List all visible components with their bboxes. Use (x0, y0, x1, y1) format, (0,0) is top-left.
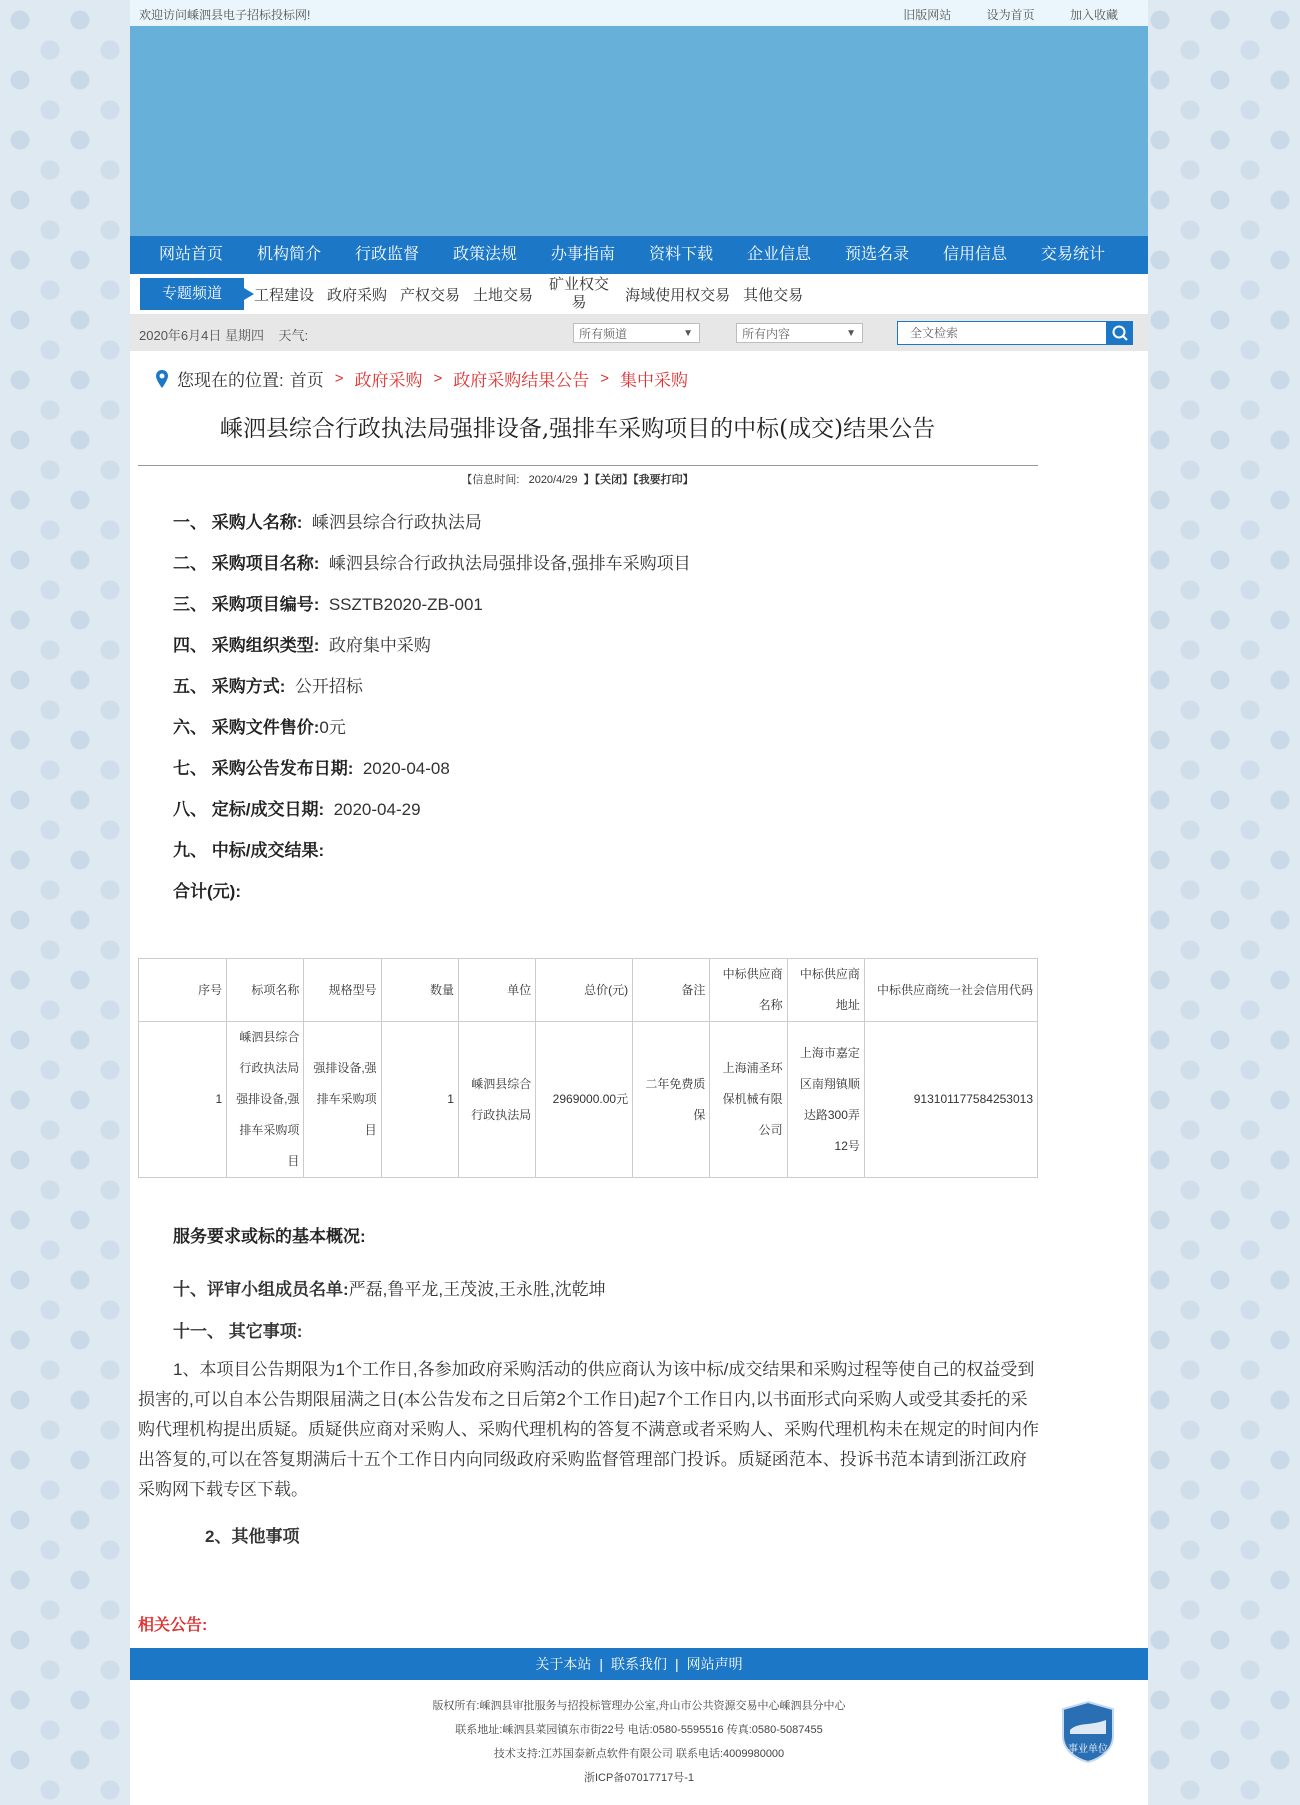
result-table (138, 958, 1038, 1178)
breadcrumb (155, 366, 688, 391)
top-bar (130, 0, 1148, 26)
footer-contact: 联系地址:嵊泗县菜园镇东市街22号 电话:0580-5595516 传真:0580-5087455 (455, 1724, 823, 1736)
search-button[interactable] (1107, 321, 1133, 345)
table-cell: 强排设备,强排车采购项目 (304, 1022, 381, 1178)
table-header: 中标供应商名称 (710, 959, 787, 1022)
location-pin-icon (155, 369, 169, 389)
nav-home[interactable]: 网站首页 (158, 246, 223, 263)
table-row (139, 1022, 1038, 1178)
add-favorite-link[interactable]: 加入收藏 (1069, 8, 1118, 22)
field-row: 三、 采购项目编号: SSZTB2020-ZB-001 (173, 595, 483, 614)
breadcrumb-procurement[interactable]: 政府采购 (354, 371, 423, 390)
subnav-sea-area[interactable]: 海域使用权交易 (625, 286, 731, 304)
nav-policy[interactable]: 政策法规 (452, 246, 517, 263)
content-select[interactable]: 所有内容 ▼ (736, 323, 863, 343)
table-header: 备注 (633, 959, 710, 1022)
table-header: 规格型号 (304, 959, 381, 1022)
old-site-link[interactable]: 旧版网站 (903, 8, 952, 22)
field-row: 八、 定标/成交日期: 2020-04-29 (173, 800, 421, 819)
table-cell: 二年免费质保 (633, 1022, 710, 1178)
nav-about[interactable]: 机构简介 (256, 246, 321, 263)
service-overview-label: 服务要求或标的基本概况: (173, 1227, 366, 1246)
chevron-right-icon: > (334, 370, 344, 387)
footer-copyright: 版权所有:嵊泗县审批服务与招投标管理办公室,舟山市公共资源交易中心嵊泗县分中心 (432, 1700, 846, 1712)
publish-date: 2020/4/29 (528, 474, 578, 486)
subnav-land[interactable]: 土地交易 (473, 286, 534, 304)
table-header: 中标供应商统一社会信用代码 (864, 959, 1037, 1022)
subnav-mining[interactable]: 矿业权交易 (549, 276, 610, 311)
nav-enterprise[interactable]: 企业信息 (746, 246, 811, 263)
channel-select[interactable]: 所有频道 ▼ (573, 323, 700, 343)
page-title: 嵊泗县综合行政执法局强排设备,强排车采购项目的中标(成交)结果公告 (219, 416, 936, 442)
divider (138, 465, 1038, 466)
table-header: 单位 (458, 959, 535, 1022)
nav-preselect[interactable]: 预选名录 (844, 246, 909, 263)
chevron-right-icon: > (433, 370, 443, 387)
field-row: 二、 采购项目名称: 嵊泗县综合行政执法局强排设备,强排车采购项目 (173, 554, 691, 573)
review-panel: 十、评审小组成员名单:严磊,鲁平龙,王茂波,王永胜,沈乾坤 (173, 1280, 606, 1299)
other-matters-heading: 十一、 其它事项: (173, 1322, 303, 1341)
article-meta: 【信息时间: 2020/4/29 】【关闭】【我要打印】 (461, 474, 694, 486)
table-cell: 上海浦圣环保机械有限公司 (710, 1022, 787, 1178)
footer-icp: 浙ICP备07017717号-1 (583, 1772, 695, 1784)
chevron-down-icon: ▼ (846, 328, 856, 339)
sub-nav (130, 274, 1148, 315)
close-print-links[interactable]: 】【关闭】【我要打印】 (583, 474, 694, 486)
header-banner (130, 26, 1148, 236)
public-institution-badge[interactable] (1060, 1700, 1116, 1764)
subnav-engineering[interactable]: 工程建设 (254, 286, 315, 304)
footer-statement-link[interactable]: 网站声明 (686, 1656, 743, 1672)
field-row: 五、 采购方式: 公开招标 (173, 677, 363, 696)
table-header: 中标供应商地址 (787, 959, 864, 1022)
set-homepage-link[interactable]: 设为首页 (986, 8, 1035, 22)
table-cell: 1 (139, 1022, 227, 1178)
sub-nav-items (254, 274, 816, 314)
field-row: 合计(元): (173, 882, 241, 901)
table-cell: 嵊泗县综合行政执法局强排设备,强排车采购项目 (227, 1022, 304, 1178)
table-cell: 嵊泗县综合行政执法局 (458, 1022, 535, 1178)
badge-shield-icon (1060, 1700, 1116, 1764)
field-row: 七、 采购公告发布日期: 2020-04-08 (173, 759, 450, 778)
breadcrumb-home[interactable]: 首页 (289, 371, 324, 390)
date-text: 2020年6月4日 星期四 天气: (139, 328, 309, 343)
field-row: 一、 采购人名称: 嵊泗县综合行政执法局 (173, 513, 482, 532)
table-cell: 1 (381, 1022, 458, 1178)
footer-info (130, 1694, 1148, 1790)
table-cell: 2969000.00元 (536, 1022, 633, 1178)
footer-nav: 关于本站 | 联系我们 | 网站声明 (130, 1648, 1148, 1680)
breadcrumb-centralized[interactable]: 集中采购 (620, 371, 689, 390)
field-row: 九、 中标/成交结果: (173, 841, 325, 860)
breadcrumb-prefix: 您现在的位置: (177, 371, 284, 390)
table-header: 总价(元) (536, 959, 633, 1022)
field-row: 六、 采购文件售价:0元 (173, 718, 346, 737)
info-bar (130, 315, 1148, 351)
search-icon (1107, 321, 1133, 345)
nav-credit[interactable]: 信用信息 (942, 246, 1007, 263)
field-row: 四、 采购组织类型: 政府集中采购 (173, 636, 431, 655)
footer-support: 技术支持:江苏国泰新点软件有限公司 联系电话:4009980000 (493, 1748, 785, 1760)
subnav-property[interactable]: 产权交易 (400, 286, 461, 304)
welcome-text: 欢迎访问嵊泗县电子招标投标网! (139, 8, 311, 22)
subnav-other[interactable]: 其他交易 (743, 286, 804, 304)
chevron-down-icon: ▼ (683, 328, 693, 339)
nav-guide[interactable]: 办事指南 (550, 246, 615, 263)
breadcrumb-results[interactable]: 政府采购结果公告 (453, 371, 590, 390)
table-header: 序号 (139, 959, 227, 1022)
other-items-heading: 2、其他事项 (205, 1527, 300, 1546)
table-cell: 上海市嘉定区南翔镇顺达路300弄12号 (787, 1022, 864, 1178)
main-nav (130, 236, 1148, 274)
table-header: 标项名称 (227, 959, 304, 1022)
nav-supervision[interactable]: 行政监督 (354, 246, 419, 263)
footer-about-link[interactable]: 关于本站 (535, 1656, 592, 1672)
complaint-paragraph: 1、本项目公告期限为1个工作日,各参加政府采购活动的供应商认为该中标/成交结果和采购过程等使自己的权益受到损害的,可以自本公告期限届满之日(本公告发布之日后第2个工作日)起7个工作日内,以书面形式向采购人或受其委托的采购代理机构提出质疑。质疑供应商对采购人、采购代理机构的答复不满意或者采购人、采购代理机构未在规定的时间内作出答复的,可以在答复期满后十五个工作日内向同级政府采购监督管理部门投诉。质疑函范本、投诉书范本请到浙江政府采购网下载专区下载。 (138, 1360, 1039, 1499)
table-cell: 913101177584253013 (864, 1022, 1037, 1178)
special-channel-tag: 专题频道 (140, 278, 244, 310)
table-header-row (139, 959, 1038, 1022)
info-fields (173, 508, 691, 918)
svg-text:事业单位: 事业单位 (1068, 1744, 1108, 1755)
page-container (130, 0, 1148, 1805)
table-header: 数量 (381, 959, 458, 1022)
search-input[interactable]: 全文检索 (897, 321, 1107, 345)
chevron-right-icon: > (600, 370, 610, 387)
footer-contact-link[interactable]: 联系我们 (611, 1656, 667, 1672)
subnav-procurement[interactable]: 政府采购 (327, 286, 388, 304)
top-links (871, 6, 1118, 23)
nav-statistics[interactable]: 交易统计 (1040, 246, 1105, 263)
related-announcements-label: 相关公告: (138, 1617, 208, 1634)
nav-downloads[interactable]: 资料下载 (648, 246, 713, 263)
